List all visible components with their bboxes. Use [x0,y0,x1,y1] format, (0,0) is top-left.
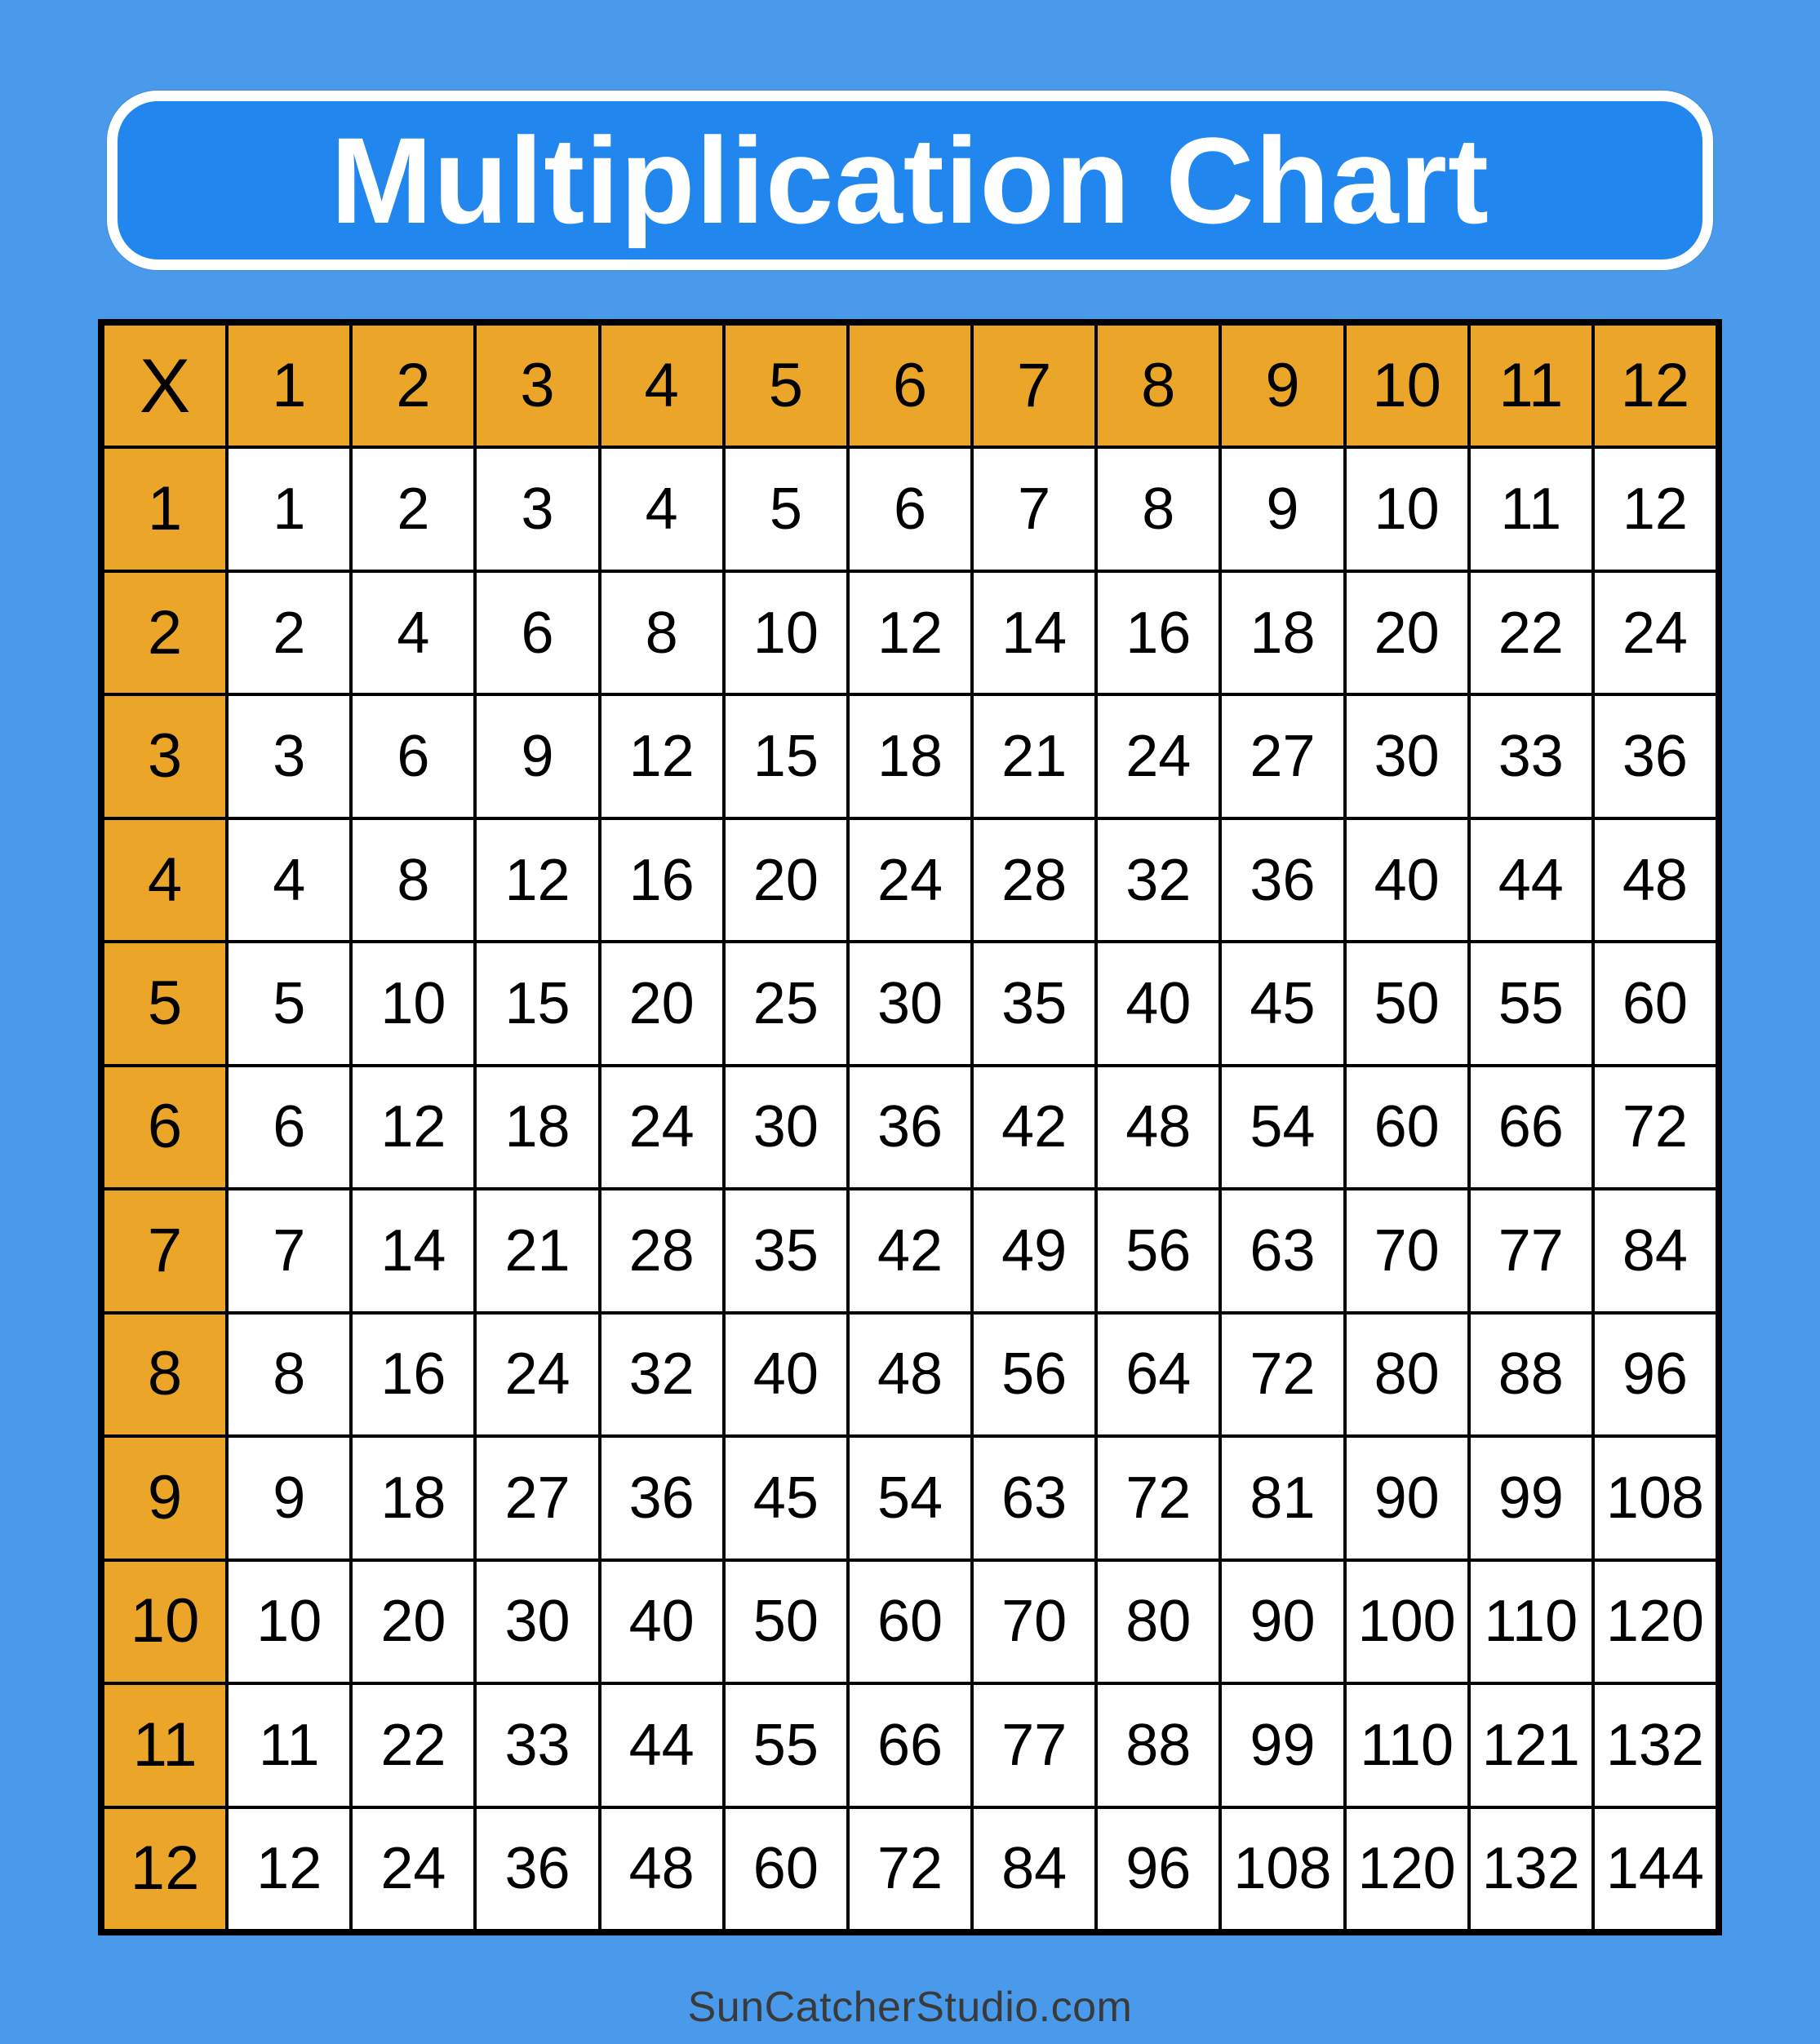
footer-credit: SunCatcherStudio.com [687,1984,1133,2031]
product-cell: 16 [353,1315,473,1434]
product-cell: 9 [477,696,597,816]
product-cell: 48 [1595,820,1716,940]
product-cell: 8 [601,573,722,693]
product-cell: 84 [1595,1190,1716,1310]
product-cell: 18 [850,696,970,816]
product-cell: 120 [1595,1562,1716,1682]
multiplication-table [98,319,1722,1935]
product-cell: 1 [229,449,349,569]
product-cell: 10 [1347,449,1467,569]
column-header-cell: 5 [726,326,846,446]
product-cell: 77 [1471,1190,1591,1310]
row-header-cell: 4 [104,820,225,940]
product-cell: 24 [850,820,970,940]
product-cell: 72 [1222,1315,1343,1434]
product-cell: 4 [601,449,722,569]
product-cell: 70 [1347,1190,1467,1310]
product-cell: 35 [974,943,1094,1063]
product-cell: 33 [477,1685,597,1805]
product-cell: 60 [726,1809,846,1929]
product-cell: 110 [1471,1562,1591,1682]
page-title: Multiplication Chart [331,111,1489,249]
column-header-cell: 4 [601,326,722,446]
product-cell: 99 [1471,1438,1591,1558]
product-cell: 15 [477,943,597,1063]
product-cell: 6 [353,696,473,816]
product-cell: 30 [726,1067,846,1187]
product-cell: 28 [601,1190,722,1310]
product-cell: 108 [1222,1809,1343,1929]
title-banner [107,91,1713,270]
product-cell: 42 [850,1190,970,1310]
row-header-cell: 12 [104,1809,225,1929]
product-cell: 22 [1471,573,1591,693]
product-cell: 14 [974,573,1094,693]
product-cell: 2 [229,573,349,693]
product-cell: 30 [1347,696,1467,816]
product-cell: 24 [477,1315,597,1434]
product-cell: 24 [353,1809,473,1929]
column-header-cell: 11 [1471,326,1591,446]
product-cell: 12 [1595,449,1716,569]
product-cell: 10 [726,573,846,693]
product-cell: 88 [1471,1315,1591,1434]
product-cell: 99 [1222,1685,1343,1805]
product-cell: 20 [1347,573,1467,693]
product-cell: 35 [726,1190,846,1310]
product-cell: 32 [601,1315,722,1434]
product-cell: 11 [229,1685,349,1805]
row-header-cell: 8 [104,1315,225,1434]
product-cell: 81 [1222,1438,1343,1558]
product-cell: 48 [1098,1067,1219,1187]
product-cell: 36 [850,1067,970,1187]
product-cell: 22 [353,1685,473,1805]
product-cell: 84 [974,1809,1094,1929]
product-cell: 8 [1098,449,1219,569]
product-cell: 12 [601,696,722,816]
product-cell: 55 [1471,943,1591,1063]
column-header-cell: 8 [1098,326,1219,446]
column-header-cell: 2 [353,326,473,446]
product-cell: 88 [1098,1685,1219,1805]
product-cell: 3 [477,449,597,569]
product-cell: 3 [229,696,349,816]
product-cell: 50 [1347,943,1467,1063]
product-cell: 48 [601,1809,722,1929]
product-cell: 49 [974,1190,1094,1310]
product-cell: 2 [353,449,473,569]
column-header-cell: 1 [229,326,349,446]
product-cell: 10 [229,1562,349,1682]
product-cell: 63 [974,1438,1094,1558]
row-header-cell: 10 [104,1562,225,1682]
product-cell: 30 [477,1562,597,1682]
product-cell: 12 [353,1067,473,1187]
product-cell: 18 [1222,573,1343,693]
product-cell: 110 [1347,1685,1467,1805]
product-cell: 60 [850,1562,970,1682]
product-cell: 21 [477,1190,597,1310]
product-cell: 44 [601,1685,722,1805]
product-cell: 55 [726,1685,846,1805]
product-cell: 70 [974,1562,1094,1682]
product-cell: 54 [1222,1067,1343,1187]
product-cell: 66 [850,1685,970,1805]
product-cell: 120 [1347,1809,1467,1929]
product-cell: 72 [1098,1438,1219,1558]
product-cell: 40 [601,1562,722,1682]
product-cell: 64 [1098,1315,1219,1434]
product-cell: 77 [974,1685,1094,1805]
column-header-cell: 9 [1222,326,1343,446]
product-cell: 20 [726,820,846,940]
product-cell: 54 [850,1438,970,1558]
product-cell: 44 [1471,820,1591,940]
product-cell: 108 [1595,1438,1716,1558]
product-cell: 100 [1347,1562,1467,1682]
product-cell: 6 [229,1067,349,1187]
product-cell: 42 [974,1067,1094,1187]
row-header-cell: 2 [104,573,225,693]
product-cell: 96 [1098,1809,1219,1929]
product-cell: 5 [229,943,349,1063]
product-cell: 90 [1222,1562,1343,1682]
product-cell: 72 [1595,1067,1716,1187]
product-cell: 121 [1471,1685,1591,1805]
product-cell: 63 [1222,1190,1343,1310]
product-cell: 56 [1098,1190,1219,1310]
row-header-cell: 3 [104,696,225,816]
product-cell: 20 [353,1562,473,1682]
product-cell: 27 [477,1438,597,1558]
row-header-cell: 9 [104,1438,225,1558]
product-cell: 12 [850,573,970,693]
product-cell: 18 [477,1067,597,1187]
corner-cell: X [104,326,225,446]
column-header-cell: 3 [477,326,597,446]
product-cell: 8 [353,820,473,940]
product-cell: 24 [1595,573,1716,693]
row-header-cell: 5 [104,943,225,1063]
product-cell: 7 [229,1190,349,1310]
product-cell: 5 [726,449,846,569]
column-header-cell: 6 [850,326,970,446]
product-cell: 30 [850,943,970,1063]
product-cell: 20 [601,943,722,1063]
product-cell: 96 [1595,1315,1716,1434]
product-cell: 33 [1471,696,1591,816]
product-cell: 28 [974,820,1094,940]
product-cell: 60 [1347,1067,1467,1187]
product-cell: 4 [229,820,349,940]
product-cell: 45 [726,1438,846,1558]
product-cell: 36 [1222,820,1343,940]
product-cell: 24 [601,1067,722,1187]
product-cell: 9 [1222,449,1343,569]
product-cell: 14 [353,1190,473,1310]
product-cell: 36 [477,1809,597,1929]
product-cell: 24 [1098,696,1219,816]
product-cell: 40 [1098,943,1219,1063]
product-cell: 36 [1595,696,1716,816]
product-cell: 11 [1471,449,1591,569]
product-cell: 66 [1471,1067,1591,1187]
row-header-cell: 11 [104,1685,225,1805]
product-cell: 36 [601,1438,722,1558]
product-cell: 50 [726,1562,846,1682]
product-cell: 25 [726,943,846,1063]
product-cell: 40 [1347,820,1467,940]
product-cell: 6 [477,573,597,693]
product-cell: 144 [1595,1809,1716,1929]
column-header-cell: 7 [974,326,1094,446]
product-cell: 80 [1347,1315,1467,1434]
row-header-cell: 7 [104,1190,225,1310]
product-cell: 21 [974,696,1094,816]
product-cell: 12 [229,1809,349,1929]
column-header-cell: 10 [1347,326,1467,446]
product-cell: 7 [974,449,1094,569]
product-cell: 12 [477,820,597,940]
column-header-cell: 12 [1595,326,1716,446]
product-cell: 90 [1347,1438,1467,1558]
product-cell: 15 [726,696,846,816]
product-cell: 6 [850,449,970,569]
product-cell: 32 [1098,820,1219,940]
product-cell: 72 [850,1809,970,1929]
product-cell: 16 [1098,573,1219,693]
product-cell: 60 [1595,943,1716,1063]
product-cell: 56 [974,1315,1094,1434]
product-cell: 10 [353,943,473,1063]
product-cell: 45 [1222,943,1343,1063]
product-cell: 80 [1098,1562,1219,1682]
product-cell: 132 [1471,1809,1591,1929]
product-cell: 40 [726,1315,846,1434]
row-header-cell: 1 [104,449,225,569]
product-cell: 27 [1222,696,1343,816]
product-cell: 9 [229,1438,349,1558]
product-cell: 132 [1595,1685,1716,1805]
product-cell: 8 [229,1315,349,1434]
row-header-cell: 6 [104,1067,225,1187]
product-cell: 18 [353,1438,473,1558]
product-cell: 16 [601,820,722,940]
product-cell: 4 [353,573,473,693]
product-cell: 48 [850,1315,970,1434]
